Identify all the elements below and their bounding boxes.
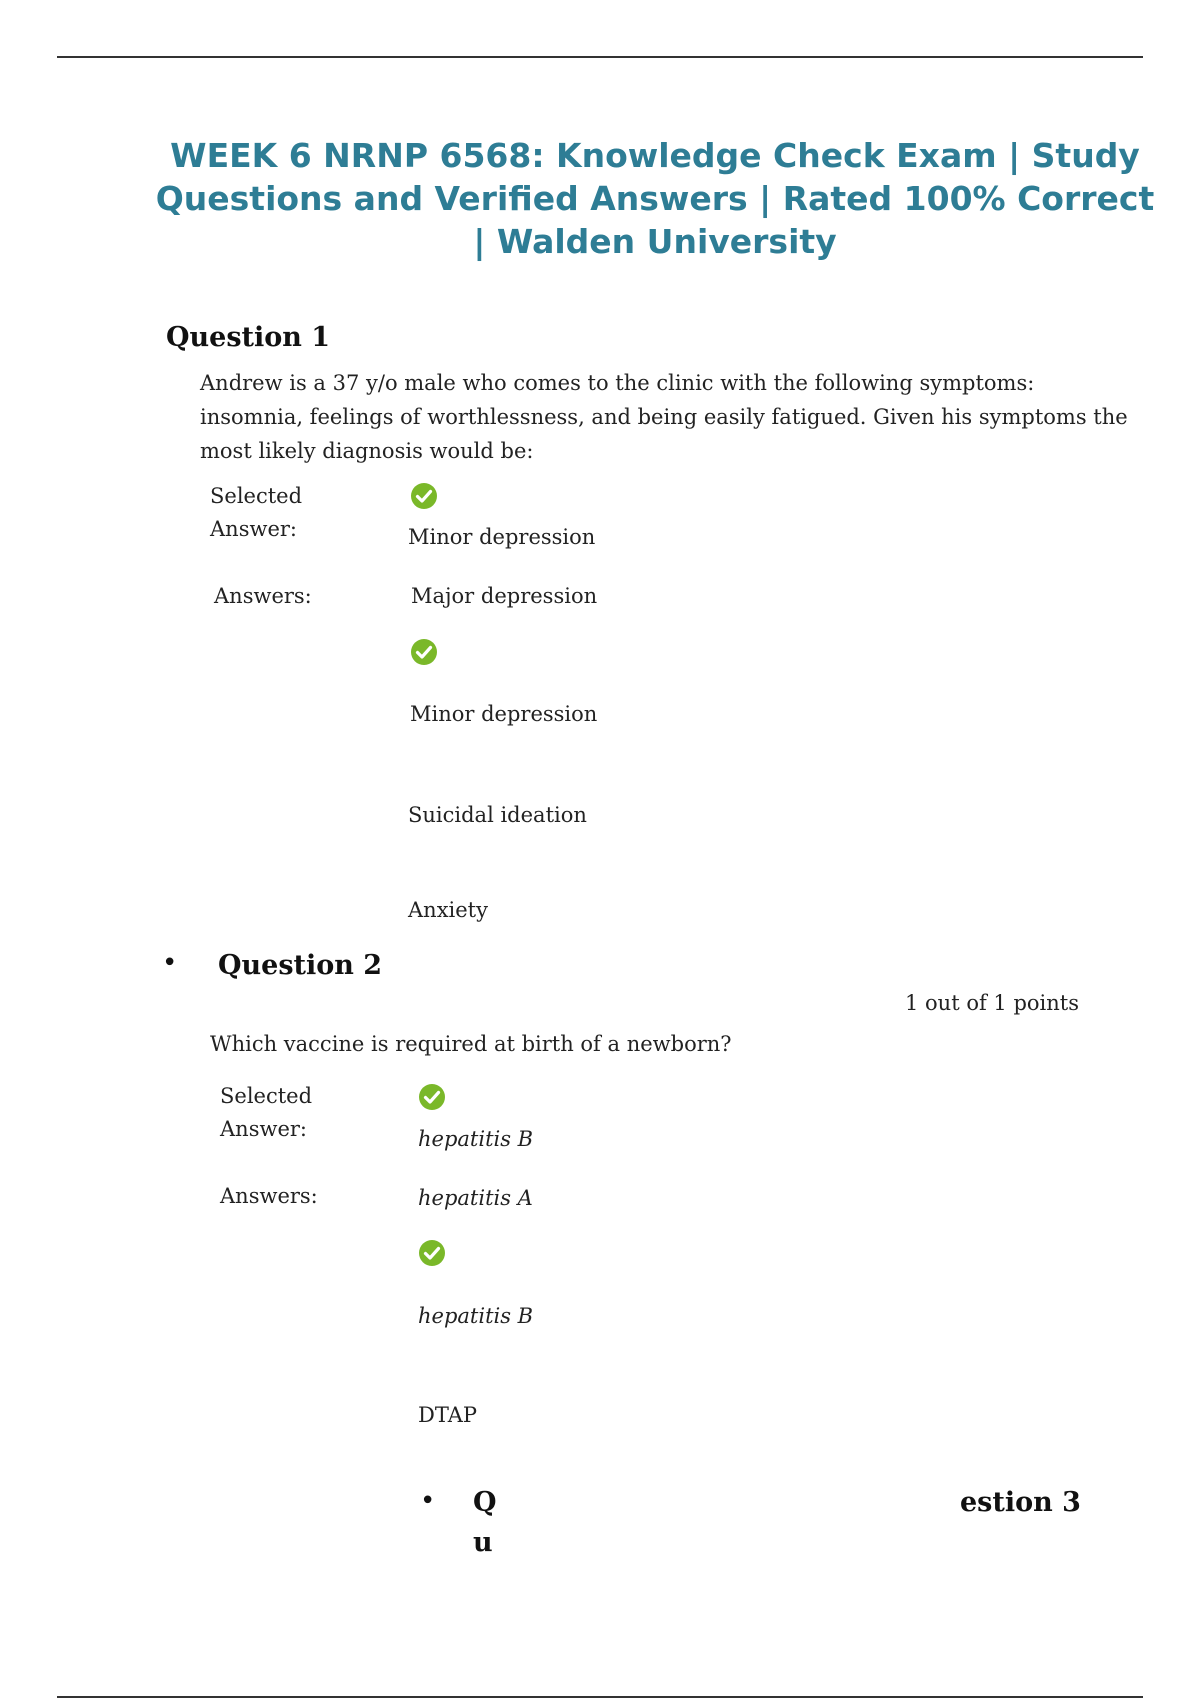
question-1-answer-option: Minor depression: [410, 702, 598, 726]
question-1-text: Andrew is a 37 y/o male who comes to the clinic with the following symptoms: insomnia, feelings of worthlessness, and being easily fatigued. Given his symptoms the most likely diagnosis would be:: [200, 371, 1128, 463]
question-2-selected-answer: hepatitis B: [418, 1127, 534, 1151]
question-1-answer-option: Anxiety: [408, 898, 488, 922]
question-2-answer-option: hepatitis A: [418, 1186, 533, 1210]
question-3-bullet: •: [420, 1486, 436, 1516]
question-1-answers-label: Answers:: [214, 584, 312, 608]
check-circle-icon: [410, 638, 438, 666]
question-2-answer-option: hepatitis B: [418, 1304, 534, 1328]
question-1-selected-answer: Minor depression: [408, 525, 596, 549]
question-1-selected-label: Selected Answer:: [210, 484, 303, 541]
question-1-heading: Question 1: [166, 322, 331, 353]
question-2-heading: Question 2: [218, 950, 383, 981]
question-1-answer-option: Suicidal ideation: [408, 803, 587, 827]
question-1-answer-option: Major depression: [411, 584, 598, 608]
question-3-heading-part: estion 3: [960, 1487, 1081, 1518]
question-2-text: Which vaccine is required at birth of a newborn?: [210, 1032, 732, 1056]
question-3-heading-part: u: [473, 1527, 493, 1558]
question-2-points: 1 out of 1 points: [905, 991, 1079, 1015]
question-2-answers-label: Answers:: [220, 1184, 318, 1208]
bottom-rule: [57, 1696, 1143, 1698]
check-circle-icon: [418, 1239, 446, 1267]
question-2-answer-option: DTAP: [418, 1403, 477, 1427]
check-circle-icon: [410, 482, 438, 510]
question-2-bullet: •: [162, 948, 178, 978]
question-3-heading-part: Q: [473, 1487, 497, 1518]
check-circle-icon: [418, 1083, 446, 1111]
question-2-selected-label: Selected Answer:: [220, 1084, 313, 1141]
top-rule: [57, 56, 1143, 58]
document-title: WEEK 6 NRNP 6568: Knowledge Check Exam | Study Questions and Verified Answers | Rated 100% Correct | Walden University: [155, 136, 1155, 261]
